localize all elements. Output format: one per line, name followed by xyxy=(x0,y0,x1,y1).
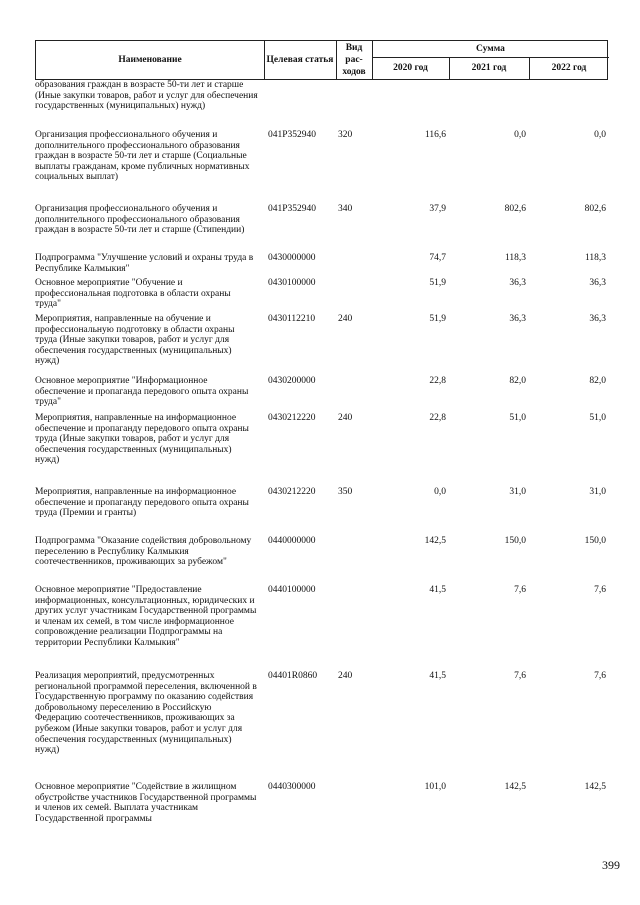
row-2022: 51,0 xyxy=(589,413,606,423)
row-2022: 36,3 xyxy=(589,278,606,288)
header-sum: Сумма xyxy=(476,44,505,54)
row-name: Подпрограмма "Оказание содействия добровольному переселению в Республику Калмыкия соотечественников, проживающих за рубежом" xyxy=(35,536,252,568)
row-2021: 142,5 xyxy=(504,782,526,792)
row-2021: 36,3 xyxy=(509,278,526,288)
row-2020: 142,5 xyxy=(424,536,446,546)
row-name: Реализация мероприятий, предусмотренных региональной программой переселения, включенной в Государственную программу по оказанию содействия добровольному переселению в Российскую Федерацию соотечественников, проживающих за рубежом (Иные закупки товаров, работ и услуг для обеспечения государственных (муниципальных) нужд) xyxy=(35,671,257,756)
row-2021: 36,3 xyxy=(509,314,526,324)
row-2021: 51,0 xyxy=(509,413,526,423)
row-code: 0440100000 xyxy=(268,585,316,595)
row-2021: 802,6 xyxy=(504,204,526,214)
row-name: Основное мероприятие "Обучение и профессиональная подготовка в области охраны труда" xyxy=(35,278,231,310)
row-code: 0430000000 xyxy=(268,253,316,263)
row-2022: 36,3 xyxy=(589,314,606,324)
row-code: 041P352940 xyxy=(268,204,317,214)
row-2020: 101,0 xyxy=(424,782,446,792)
row-code: 0430212220 xyxy=(268,487,316,497)
row-code: 0440300000 xyxy=(268,782,316,792)
header-2021: 2021 год xyxy=(471,63,507,73)
row-2022: 150,0 xyxy=(584,536,606,546)
row-2020: 74,7 xyxy=(429,253,446,263)
row-code: 0430112210 xyxy=(268,314,316,324)
row-2022: 142,5 xyxy=(584,782,606,792)
row-vid: 240 xyxy=(338,671,353,681)
header-vid: Вид рас-ходов xyxy=(342,43,366,77)
row-2020: 41,5 xyxy=(429,585,446,595)
row-2022: 118,3 xyxy=(584,253,606,263)
page-number: 399 xyxy=(602,858,620,872)
row-2020: 51,9 xyxy=(429,314,446,324)
row-vid: 240 xyxy=(338,413,353,423)
row-2020: 22,8 xyxy=(429,413,446,423)
row-name: образования граждан в возрасте 50-ти лет и старше (Иные закупки товаров, работ и услуг для обеспечения государственных (муниципальных) нужд) xyxy=(35,80,258,112)
row-2021: 7,6 xyxy=(514,671,526,681)
row-2020: 22,8 xyxy=(429,376,446,386)
row-2020: 0,0 xyxy=(434,487,446,497)
row-2021: 0,0 xyxy=(514,130,526,140)
row-2020: 51,9 xyxy=(429,278,446,288)
row-code: 0430100000 xyxy=(268,278,316,288)
row-name: Мероприятия, направленные на информационное обеспечение и пропаганду передового опыта охраны труда (Иные закупки товаров, работ и услуг для обеспечения государственных (муниципальных) нужд) xyxy=(35,413,249,466)
table-header xyxy=(35,40,608,80)
header-name: Наименование xyxy=(118,55,182,65)
row-2021: 118,3 xyxy=(504,253,526,263)
row-vid: 350 xyxy=(338,487,353,497)
row-name: Мероприятия, направленные на обучение и профессиональную подготовку в области охраны труда (Иные закупки товаров, работ и услуг для обеспечения государственных (муниципальных) нужд) xyxy=(35,314,235,367)
row-code: 04401R0860 xyxy=(268,671,318,681)
row-2020: 116,6 xyxy=(424,130,446,140)
row-name: Организация профессионального обучения и дополнительного профессионального образования граждан в возрасте 50-ти лет и старше (Социальные выплаты гражданам, кроме публичных нормативных социальных выплат) xyxy=(35,130,250,183)
row-2022: 31,0 xyxy=(589,487,606,497)
header-2022: 2022 год xyxy=(551,63,587,73)
row-2021: 31,0 xyxy=(509,487,526,497)
header-2020: 2020 год xyxy=(393,63,428,73)
row-name: Основное мероприятие "Содействие в жилищном обустройстве участников Государственной программы и членов их семей. Выплата участникам Государственной программы xyxy=(35,782,257,824)
row-code: 0440000000 xyxy=(268,536,316,546)
row-2020: 37,9 xyxy=(429,204,446,214)
row-2022: 7,6 xyxy=(594,671,606,681)
header-target: Целевая статья xyxy=(266,55,334,65)
row-code: 041P352940 xyxy=(268,130,317,140)
row-name: Организация профессионального обучения и дополнительного профессионального образования граждан в возрасте 50-ти лет и старше (Стипендии) xyxy=(35,204,245,236)
row-vid: 340 xyxy=(338,204,353,214)
row-2022: 82,0 xyxy=(589,376,606,386)
row-2022: 7,6 xyxy=(594,585,606,595)
row-code: 0430212220 xyxy=(268,413,316,423)
row-name: Мероприятия, направленные на информационное обеспечение и пропаганду передового опыта охраны труда (Премии и гранты) xyxy=(35,487,249,519)
row-2020: 41,5 xyxy=(429,671,446,681)
row-vid: 320 xyxy=(338,130,353,140)
row-name: Основное мероприятие "Информационное обеспечение и пропаганда передового опыта охраны труда" xyxy=(35,376,249,408)
row-2021: 150,0 xyxy=(504,536,526,546)
row-2022: 0,0 xyxy=(594,130,606,140)
row-name: Основное мероприятие "Предоставление информационных, консультационных, юридических и других услуг участникам Государственной программы и членам их семей, в том числе информационное сопровождение реализации Подпрограммы на территории Республики Калмыкия" xyxy=(35,585,257,648)
row-code: 0430200000 xyxy=(268,376,316,386)
row-2021: 7,6 xyxy=(514,585,526,595)
row-vid: 240 xyxy=(338,314,353,324)
row-2022: 802,6 xyxy=(584,204,606,214)
row-name: Подпрограмма "Улучшение условий и охраны труда в Республике Калмыкия" xyxy=(35,253,254,274)
row-2021: 82,0 xyxy=(509,376,526,386)
